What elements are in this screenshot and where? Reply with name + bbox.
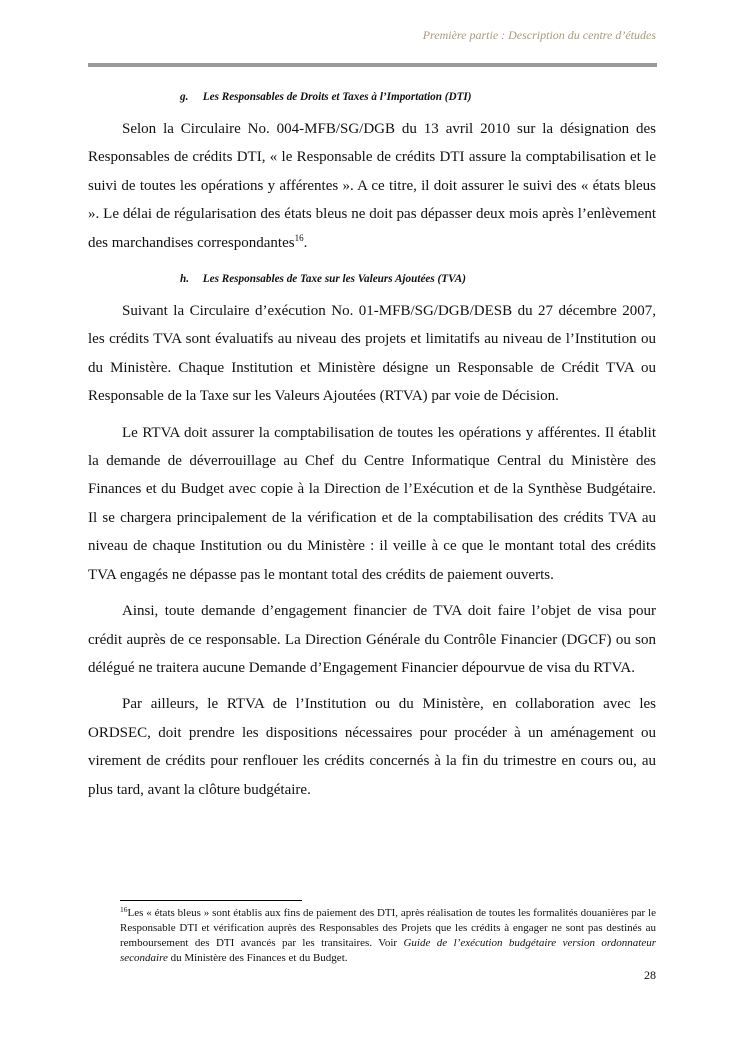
footnote	[120, 906, 656, 966]
section-h-paragraph-1: Suivant la Circulaire d’exécution No. 01-MFB/SG/DGB/DESB du 27 décembre 2007, les crédits TVA sont évaluatifs au niveau des projets et limitatifs au niveau de l’Institution ou du Ministère. Chaque Institution et Ministère désigne un Responsable de Crédit TVA ou Responsable de la Taxe sur les Valeurs Ajoutées (RTVA) par voie de Décision.	[88, 303, 656, 405]
footnote-text: Les « états bleus » sont établis aux fins de paiement des DTI, après réalisation de toutes les formalités douanières par le Responsable DTI et vérification auprès des Responsables des Projets que les crédits à engager ne sont pas destinés au remboursement des DTI avancés par les transitaires. Voir	[120, 907, 656, 949]
section-g-letter: g.	[180, 91, 189, 103]
page-number: 28	[644, 968, 656, 982]
section-h-title: Les Responsables de Taxe sur les Valeurs Ajoutées (TVA)	[202, 273, 466, 286]
section-g-title: Les Responsables de Droits et Taxes à l’Importation (DTI)	[202, 91, 472, 103]
section-g-text: Selon la Circulaire No. 004-MFB/SG/DGB du 13 avril 2010 sur la désignation des Responsables de crédits DTI, « le Responsable de crédits DTI assure la comptabilisation et le suivi de toutes les opérations y afférentes ». A ce titre, il doit assurer le suivi des « états bleus ». Le délai de régularisation des états bleus ne doit pas dépasser deux mois après l’enlèvement des marchandises correspondantes	[88, 121, 656, 251]
header-rule	[88, 63, 657, 67]
footnote-rule	[120, 900, 302, 901]
section-g-paragraph	[88, 115, 656, 257]
footnote-guide-title: Guide de l’exécution budgétaire version ordonnateur secondaire	[120, 937, 656, 964]
footnote-number: 16	[120, 905, 128, 914]
section-g-heading	[180, 89, 656, 105]
section-h-letter: h.	[180, 273, 190, 286]
section-h-paragraph-2: Le RTVA doit assurer la comptabilisation de toutes les opérations y afférentes. Il établit la demande de déverrouillage au Chef du Centre Informatique Central du Ministère des Finances et du Budget avec copie à la Direction de l’Exécution et de la Synthèse Budgétaire. Il se chargera principalement de la vérification et de la comptabilisation des crédits TVA au niveau de chaque Institution ou du Ministère : il veille à ce que le montant total des crédits TVA engagés ne dépasse pas le montant total des crédits de paiement ouverts.	[88, 424, 656, 583]
footnote-text-end: du Ministère des Finances et du Budget.	[167, 952, 348, 964]
footnote-ref[interactable]: 16	[294, 232, 304, 243]
section-h-paragraph-4: Par ailleurs, le RTVA de l’Institution ou du Ministère, en collaboration avec les ORDSEC, doit prendre les dispositions nécessaires pour procéder à un aménagement ou virement de crédits pour renflouer les crédits concernés à la fin du trimestre en cours ou, au plus tard, avant la clôture budgétaire.	[88, 696, 656, 798]
page-content	[88, 85, 656, 804]
section-h-paragraph-3: Ainsi, toute demande d’engagement financier de TVA doit faire l’objet de visa pour crédit auprès de ce responsable. La Direction Générale du Contrôle Financier (DGCF) ou son délégué ne traitera aucune Demande d’Engagement Financier dépourvue de visa du RTVA.	[88, 603, 656, 676]
section-g-end: .	[303, 234, 308, 251]
section-h-heading	[180, 271, 656, 287]
running-header: Première partie : Description du centre d’études	[422, 28, 656, 42]
